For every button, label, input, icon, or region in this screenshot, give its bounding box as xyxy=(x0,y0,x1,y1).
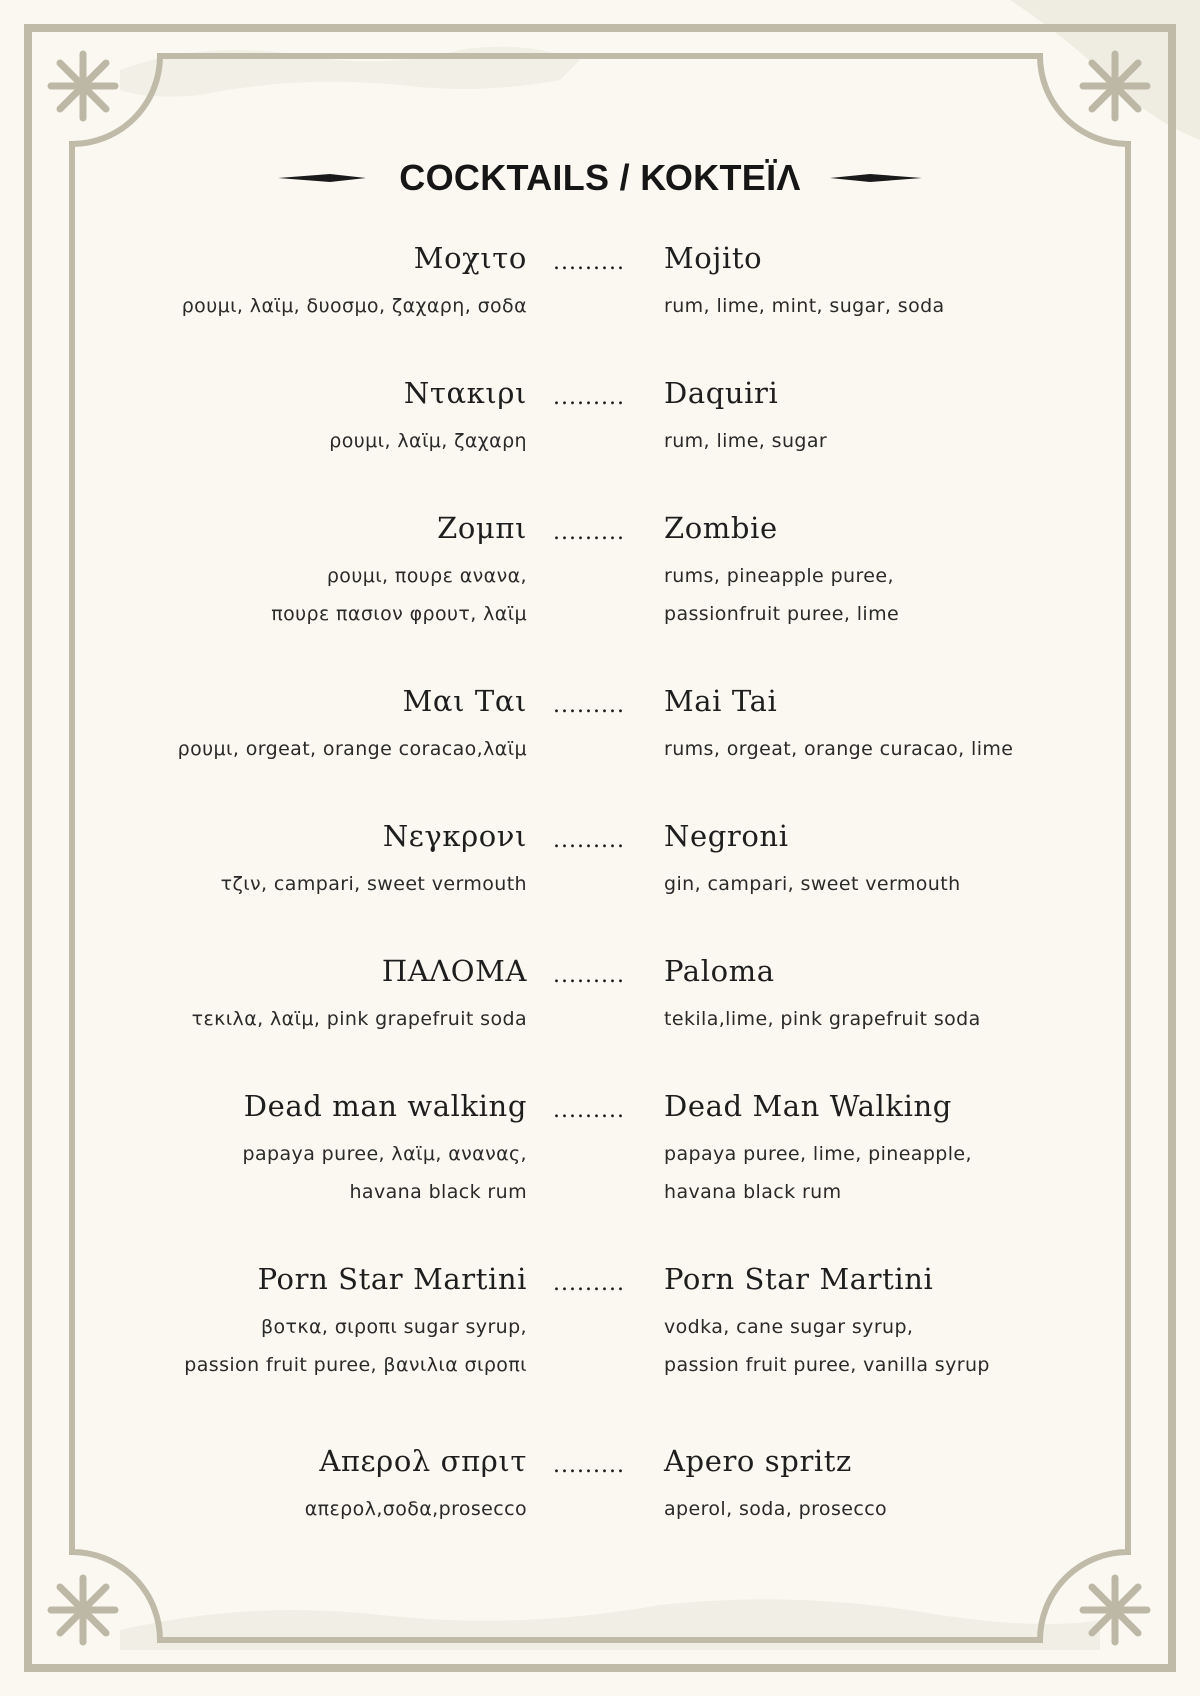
item-description-english xyxy=(664,865,961,903)
item-description-greek xyxy=(184,1308,527,1384)
item-description-english xyxy=(664,422,827,460)
description-line: rum, lime, mint, sugar, soda xyxy=(664,295,945,317)
item-description-greek xyxy=(271,557,527,633)
item-description-english xyxy=(664,557,899,633)
item-description-english xyxy=(664,1000,981,1038)
item-name-greek: Porn Star Martini xyxy=(257,1262,527,1296)
item-name-english: Porn Star Martini xyxy=(664,1262,934,1296)
item-description-greek xyxy=(305,1490,527,1528)
item-name-greek: Ντακιρι xyxy=(403,376,527,410)
item-name-english: Paloma xyxy=(664,954,775,988)
dotted-separator: ......... xyxy=(553,250,625,275)
item-name-greek: Μαι Ται xyxy=(402,684,527,718)
item-name-english: Dead Man Walking xyxy=(664,1089,952,1123)
item-description-greek xyxy=(221,865,527,903)
item-description-english xyxy=(664,1490,887,1528)
description-line: havana black rum xyxy=(664,1181,842,1203)
item-name-greek: Dead man walking xyxy=(243,1089,527,1123)
item-name-english: Mai Tai xyxy=(664,684,778,718)
item-name-english: Daquiri xyxy=(664,376,779,410)
item-name-english: Apero spritz xyxy=(664,1444,852,1478)
dotted-separator: ......... xyxy=(553,963,625,988)
asterisk-ornament-icon xyxy=(1083,1578,1147,1642)
item-name-greek: Νεγκρονι xyxy=(382,819,527,853)
description-line: passionfruit puree, lime xyxy=(664,603,900,625)
description-line: απερολ,σοδα,prosecco xyxy=(304,1498,527,1520)
description-line: πουρε πασιον φρουτ, λαϊμ xyxy=(271,603,527,625)
dotted-separator: ......... xyxy=(553,1453,625,1478)
item-description-greek xyxy=(192,1000,527,1038)
item-name-greek: ΠΑΛΟΜΑ xyxy=(381,954,527,988)
item-description-greek xyxy=(329,422,527,460)
description-line: papaya puree, lime, pineapple, xyxy=(664,1143,972,1165)
asterisk-ornament-icon xyxy=(51,1578,115,1642)
asterisk-ornament-icon xyxy=(1083,54,1147,118)
item-name-greek: Απερολ σπριτ xyxy=(319,1444,527,1478)
item-description-english xyxy=(664,1135,972,1211)
page-title: COCKTAILS / ΚΟΚΤΕΪΛ xyxy=(399,157,801,198)
item-name-greek: Μοχιτο xyxy=(413,241,527,275)
item-description-english xyxy=(664,287,945,325)
dotted-separator: ......... xyxy=(553,520,625,545)
description-line: papaya puree, λαϊμ, ανανας, xyxy=(242,1143,527,1165)
description-line: havana black rum xyxy=(349,1181,527,1203)
item-name-english: Zombie xyxy=(664,511,778,545)
dotted-separator: ......... xyxy=(553,385,625,410)
description-line: gin, campari, sweet vermouth xyxy=(664,873,961,895)
item-description-greek xyxy=(182,287,527,325)
item-name-english: Negroni xyxy=(664,819,789,853)
description-line: βοτκα, σιροπι sugar syrup, xyxy=(260,1316,527,1338)
description-line: rum, lime, sugar xyxy=(664,430,828,452)
description-line: tekila,lime, pink grapefruit soda xyxy=(664,1008,981,1030)
description-line: τεκιλα, λαϊμ, pink grapefruit soda xyxy=(191,1008,527,1030)
description-line: ρουμι, λαϊμ, δυοσμο, ζαχαρη, σοδα xyxy=(181,295,527,317)
asterisk-ornament-icon xyxy=(51,54,115,118)
dotted-separator: ......... xyxy=(553,693,625,718)
item-description-english xyxy=(664,1308,990,1384)
description-line: ρουμι, λαϊμ, ζαχαρη xyxy=(329,430,527,452)
description-line: passion fruit puree, βανιλια σιροπι xyxy=(184,1354,527,1376)
description-line: τζιν, campari, sweet vermouth xyxy=(220,873,527,895)
description-line: ρουμι, orgeat, orange coracao,λαϊμ xyxy=(177,738,527,760)
title-container xyxy=(0,148,1200,208)
item-name-english: Mojito xyxy=(664,241,763,275)
dotted-separator: ......... xyxy=(553,828,625,853)
description-line: passion fruit puree, vanilla syrup xyxy=(664,1354,990,1376)
item-description-greek xyxy=(243,1135,527,1211)
description-line: rums, pineapple puree, xyxy=(664,565,894,587)
description-line: aperol, soda, prosecco xyxy=(664,1498,888,1520)
description-line: rums, orgeat, orange curacao, lime xyxy=(664,738,1014,760)
item-name-greek: Ζομπι xyxy=(437,511,527,545)
item-description-english xyxy=(664,730,1013,768)
item-description-greek xyxy=(178,730,527,768)
description-line: ρουμι, πουρε ανανα, xyxy=(326,565,527,587)
dotted-separator: ......... xyxy=(553,1271,625,1296)
dotted-separator: ......... xyxy=(553,1098,625,1123)
description-line: vodka, cane sugar syrup, xyxy=(664,1316,914,1338)
